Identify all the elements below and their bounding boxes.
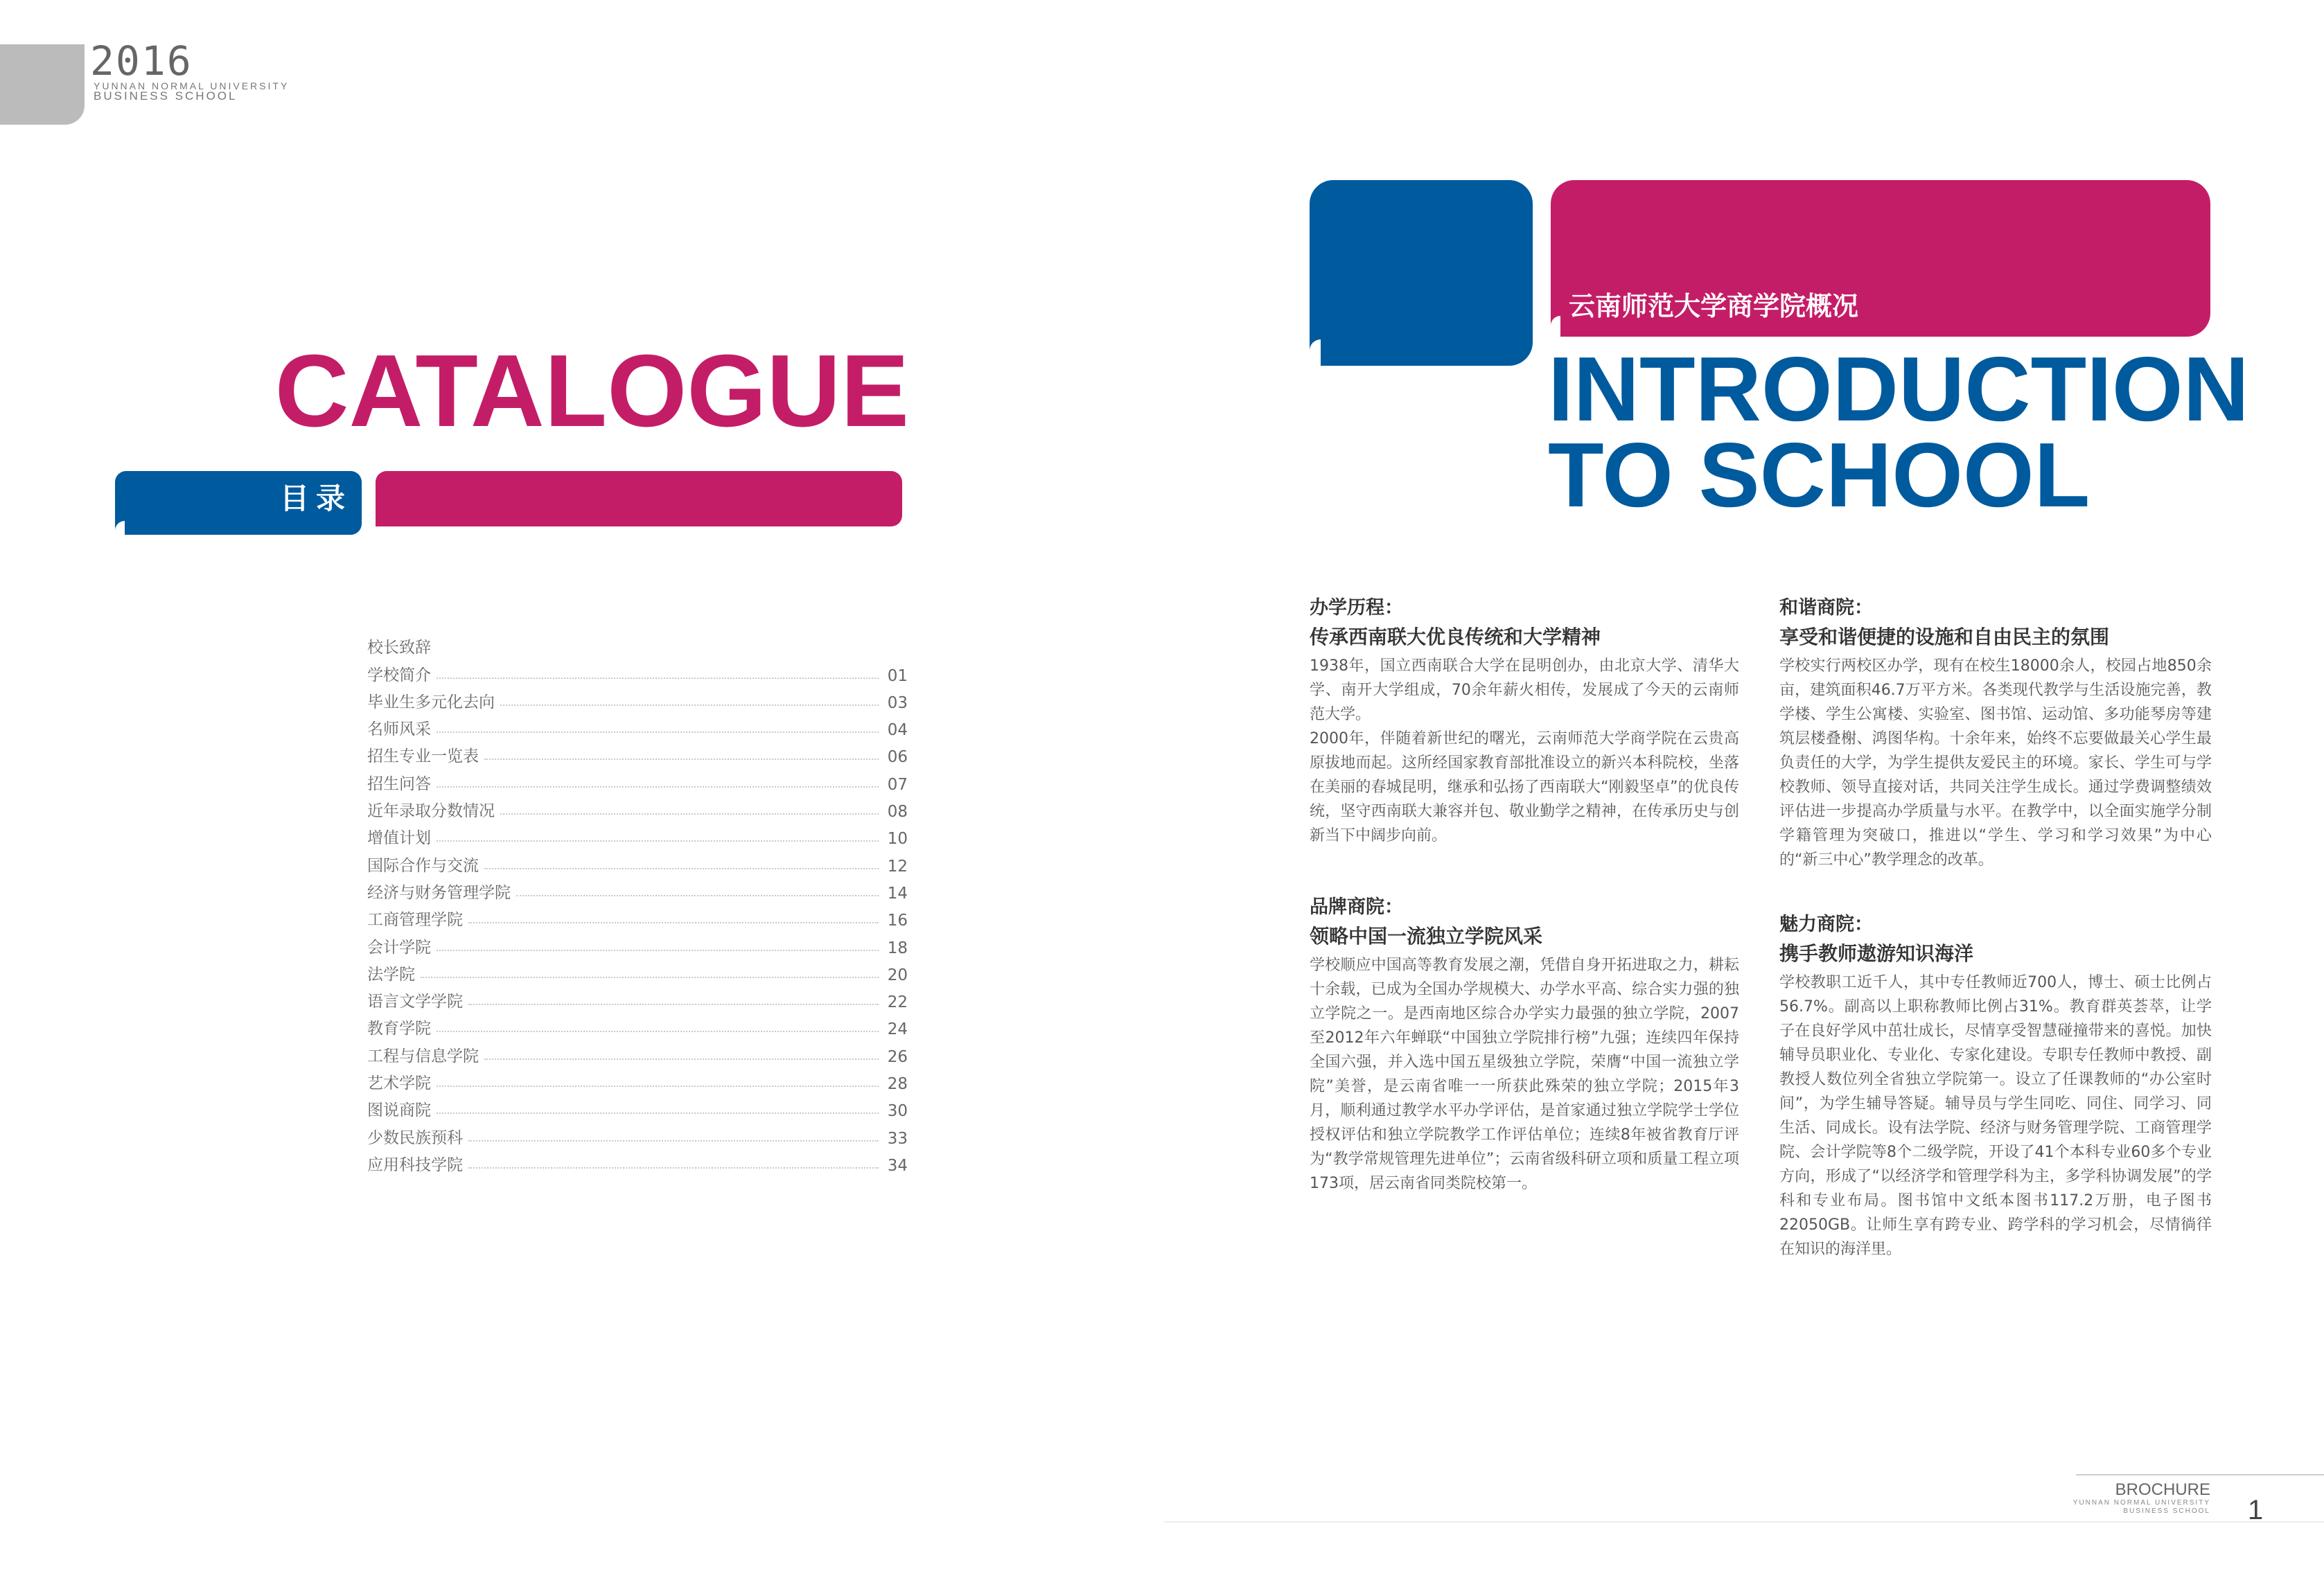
toc-item-label: 少数民族预科 xyxy=(367,1128,463,1147)
toc-item[interactable] xyxy=(367,630,908,657)
toc-item-page: 03 xyxy=(887,693,908,712)
history-heading: 办学历程： xyxy=(1310,597,1403,619)
toc-item[interactable] xyxy=(367,1120,908,1147)
toc-item-page: 22 xyxy=(887,993,908,1012)
toc-leader-dots xyxy=(484,1058,879,1060)
toc-leader-dots xyxy=(437,732,879,733)
toc-item-page: 28 xyxy=(887,1075,908,1094)
footer-rule xyxy=(2076,1474,2324,1475)
toc-item[interactable] xyxy=(367,984,908,1011)
toc-item-label: 国际合作与交流 xyxy=(367,856,479,875)
header-grey-tab xyxy=(0,44,85,125)
logo-university: YUNNAN NORMAL UNIVERSITY xyxy=(94,80,290,91)
toc-item-label: 语言文学学院 xyxy=(367,993,463,1011)
charm-heading: 魅力商院： xyxy=(1779,914,1873,935)
section-spacer xyxy=(1779,872,2212,911)
history-paragraph-1: 1938年，国立西南联合大学在昆明创办，由北京大学、清华大学、南开大学组成，70余年薪火相传，发展成了今天的云南师范大学。 xyxy=(1310,657,1739,723)
intro-magenta-notch xyxy=(1551,316,1560,337)
toc-item[interactable] xyxy=(367,903,908,930)
toc-leader-dots xyxy=(468,1140,879,1142)
toc-item[interactable] xyxy=(367,821,908,848)
intro-title xyxy=(1548,338,2249,526)
toc-leader-dots xyxy=(437,786,879,788)
intro-subtitle: 云南师范大学商学院概况 xyxy=(1569,291,1859,321)
toc-leader-dots xyxy=(468,1167,879,1169)
toc-item-page: 18 xyxy=(887,939,908,957)
toc-item-page: 10 xyxy=(887,830,908,849)
catalogue-title: CATALOGUE xyxy=(274,334,909,448)
toc-item-page: 30 xyxy=(887,1102,908,1121)
harmony-heading: 和谐商院： xyxy=(1779,597,1873,619)
harmony-paragraph: 学校实行两校区办学，现有在校生18000余人，校园占地850余亩，建筑面积46.7万平方米。各类现代教学与生活设施完善，教学楼、学生公寓楼、实验室、图书馆、运动馆、多功能琴房等建筑层楼叠榭、鸿图华构。十余年来，始终不忘要做最关心学生最负责任的大学，为学生提供友爱民主的环境。家长、学生可与学校教师、领导直接对话，共同关注学生成长。通过学费调整绩效评估进一步提高办学质量与水平。在教学中，以全面实施学分制学籍管理为突破口，推进以“学生、学习和学习效果”为中心的“新三中心”教学理念的改革。 xyxy=(1779,657,2212,869)
logo-year: 2016 xyxy=(90,37,193,85)
toc-item-page: 20 xyxy=(887,966,908,984)
toc-item-page: 26 xyxy=(887,1047,908,1066)
toc-item-label: 工商管理学院 xyxy=(367,911,463,930)
toc-item-page: 34 xyxy=(887,1156,908,1175)
toc-item-label: 应用科技学院 xyxy=(367,1155,463,1174)
toc-item[interactable] xyxy=(367,685,908,712)
toc-leader-dots xyxy=(437,1085,879,1087)
toc-leader-dots xyxy=(468,922,879,923)
charm-subheading: 携手教师遨游知识海洋 xyxy=(1779,942,1974,965)
intro-title-line2: TO SCHOOL xyxy=(1548,424,2090,526)
toc-item[interactable] xyxy=(367,794,908,821)
footer-school: BUSINESS SCHOOL xyxy=(2123,1507,2210,1515)
toc-item-page: 14 xyxy=(887,884,908,903)
footer-university: YUNNAN NORMAL UNIVERSITY xyxy=(2072,1499,2210,1507)
harmony-subheading: 享受和谐便捷的设施和自由民主的氛围 xyxy=(1779,626,2110,648)
toc-item[interactable] xyxy=(367,1148,908,1175)
toc-item-label: 校长致辞 xyxy=(367,639,431,657)
toc-item-label: 法学院 xyxy=(367,965,415,984)
toc-item-label: 毕业生多元化去向 xyxy=(367,693,495,711)
page-number: 1 xyxy=(2248,1495,2264,1525)
toc-leader-dots xyxy=(437,677,879,679)
toc-item-page: 01 xyxy=(887,666,908,685)
toc-item[interactable] xyxy=(367,1093,908,1120)
toc-item[interactable] xyxy=(367,848,908,875)
section-spacer xyxy=(1310,848,1739,894)
toc-item-label: 教育学院 xyxy=(367,1020,431,1038)
history-subheading: 传承西南联大优良传统和大学精神 xyxy=(1310,626,1601,648)
toc-item-label: 会计学院 xyxy=(367,938,431,957)
toc-item-label: 近年录取分数情况 xyxy=(367,802,495,821)
logo-school: BUSINESS SCHOOL xyxy=(94,89,238,103)
toc-item[interactable] xyxy=(367,876,908,903)
brand-subheading: 领略中国一流独立学院风采 xyxy=(1310,925,1543,948)
toc-leader-dots xyxy=(516,895,879,896)
history-paragraph-2: 2000年，伴随着新世纪的曙光，云南师范大学商学院在云贵高原拔地而起。这所经国家教育部批准设立的新兴本科院校，坐落在美丽的春城昆明，继承和弘扬了西南联大“刚毅坚卓”的优良传统，坚守西南联大兼容并包、敬业勤学之精神，在传承历史与创新当下中阔步向前。 xyxy=(1310,730,1739,844)
toc-leader-dots xyxy=(484,759,879,760)
toc-item-label: 招生专业一览表 xyxy=(367,747,479,766)
toc-item[interactable] xyxy=(367,766,908,793)
toc-item-page: 04 xyxy=(887,721,908,740)
toc-item[interactable] xyxy=(367,1038,908,1065)
brand-paragraph: 学校顺应中国高等教育发展之潮，凭借自身开拓进取之力，耕耘十余载，已成为全国办学规模大、办学水平高、综合实力强的独立学院之一。是西南地区综合办学实力最强的独立学院，2007至2012年六年蝉联“中国独立学院排行榜”九强；连续四年保持全国六强，并入选中国五星级独立学院，荣膺“中国一流独立学院”美誉，是云南省唯一一所获此殊荣的独立学院；2015年3月，顺利通过教学水平办学评估，是首家通过独立学院学士学位授权评估和独立学院教学工作评估单位；连续8年被省教育厅评为“教学常规管理先进单位”；云南省级科研立项和质量工程立项173项，居云南省同类院校第一。 xyxy=(1310,957,1739,1192)
toc-leader-dots xyxy=(500,704,879,706)
toc-leader-dots xyxy=(437,1031,879,1032)
intro-blue-block xyxy=(1310,180,1533,366)
toc-item[interactable] xyxy=(367,930,908,957)
toc-item-label: 增值计划 xyxy=(367,829,431,848)
charm-paragraph: 学校教职工近千人，其中专任教师近700人，博士、硕士比例占56.7%。副高以上职称教师比例占31%。教育群英荟萃，让学子在良好学风中茁壮成长，尽情享受智慧碰撞带来的喜悦。加快辅导员职业化、专业化、专家化建设。专职专任教师中教授、副教授人数位列全省独立学院第一。设立了任课教师的“办公室时间”，为学生辅导答疑。辅导员与学生同吃、同住、同学习、同生活、同成长。设有法学院、经济与财务管理学院、工商管理学院、会计学院等8个二级学院，开设了41个本科专业60多个专业方向，形成了“以经济学和管理学科为主，多学科协调发展”的学科和专业布局。图书馆中文纸本图书117.2万册，电子图书22050GB。让师生享有跨专业、跨学科的学习机会，尽情徜徉在知识的海洋里。 xyxy=(1779,974,2212,1258)
toc-item-label: 名师风采 xyxy=(367,720,431,739)
toc-item-page: 06 xyxy=(887,748,908,767)
toc-leader-dots xyxy=(437,1112,879,1114)
toc-item[interactable] xyxy=(367,739,908,766)
toc-item-page: 12 xyxy=(887,857,908,876)
toc-leader-dots xyxy=(484,868,879,869)
toc-leader-dots xyxy=(437,950,879,951)
intro-left-column xyxy=(1310,594,1739,1196)
toc-item[interactable] xyxy=(367,712,908,739)
footer-baseline xyxy=(1164,1521,2324,1523)
toc-item-label: 招生问答 xyxy=(367,774,431,793)
toc-leader-dots xyxy=(437,840,879,842)
intro-title-line1: INTRODUCTION xyxy=(1548,338,2249,440)
toc-item-page: 07 xyxy=(887,775,908,794)
intro-blue-notch xyxy=(1310,339,1321,366)
toc-item-page: 16 xyxy=(887,912,908,930)
catalogue-label: 目录 xyxy=(279,481,352,515)
toc-leader-dots xyxy=(500,813,879,815)
toc-item-page: 24 xyxy=(887,1020,908,1039)
toc-item[interactable] xyxy=(367,1011,908,1038)
toc-item[interactable] xyxy=(367,657,908,684)
toc-item-label: 图说商院 xyxy=(367,1101,431,1120)
toc-item-label: 工程与信息学院 xyxy=(367,1047,479,1065)
catalogue-bar xyxy=(376,471,902,526)
toc-item-label: 经济与财务管理学院 xyxy=(367,883,511,902)
brand-heading: 品牌商院： xyxy=(1310,896,1403,918)
toc-item-page: 08 xyxy=(887,803,908,822)
intro-right-column xyxy=(1779,594,2212,1261)
toc-leader-dots xyxy=(421,977,879,978)
toc-item-label: 学校简介 xyxy=(367,666,431,684)
toc-item-page: 33 xyxy=(887,1129,908,1148)
table-of-contents xyxy=(367,630,908,1175)
footer-brochure: BROCHURE xyxy=(2115,1480,2210,1499)
toc-item[interactable] xyxy=(367,957,908,984)
toc-item-label: 艺术学院 xyxy=(367,1074,431,1093)
toc-leader-dots xyxy=(468,1004,879,1005)
toc-item[interactable] xyxy=(367,1066,908,1093)
